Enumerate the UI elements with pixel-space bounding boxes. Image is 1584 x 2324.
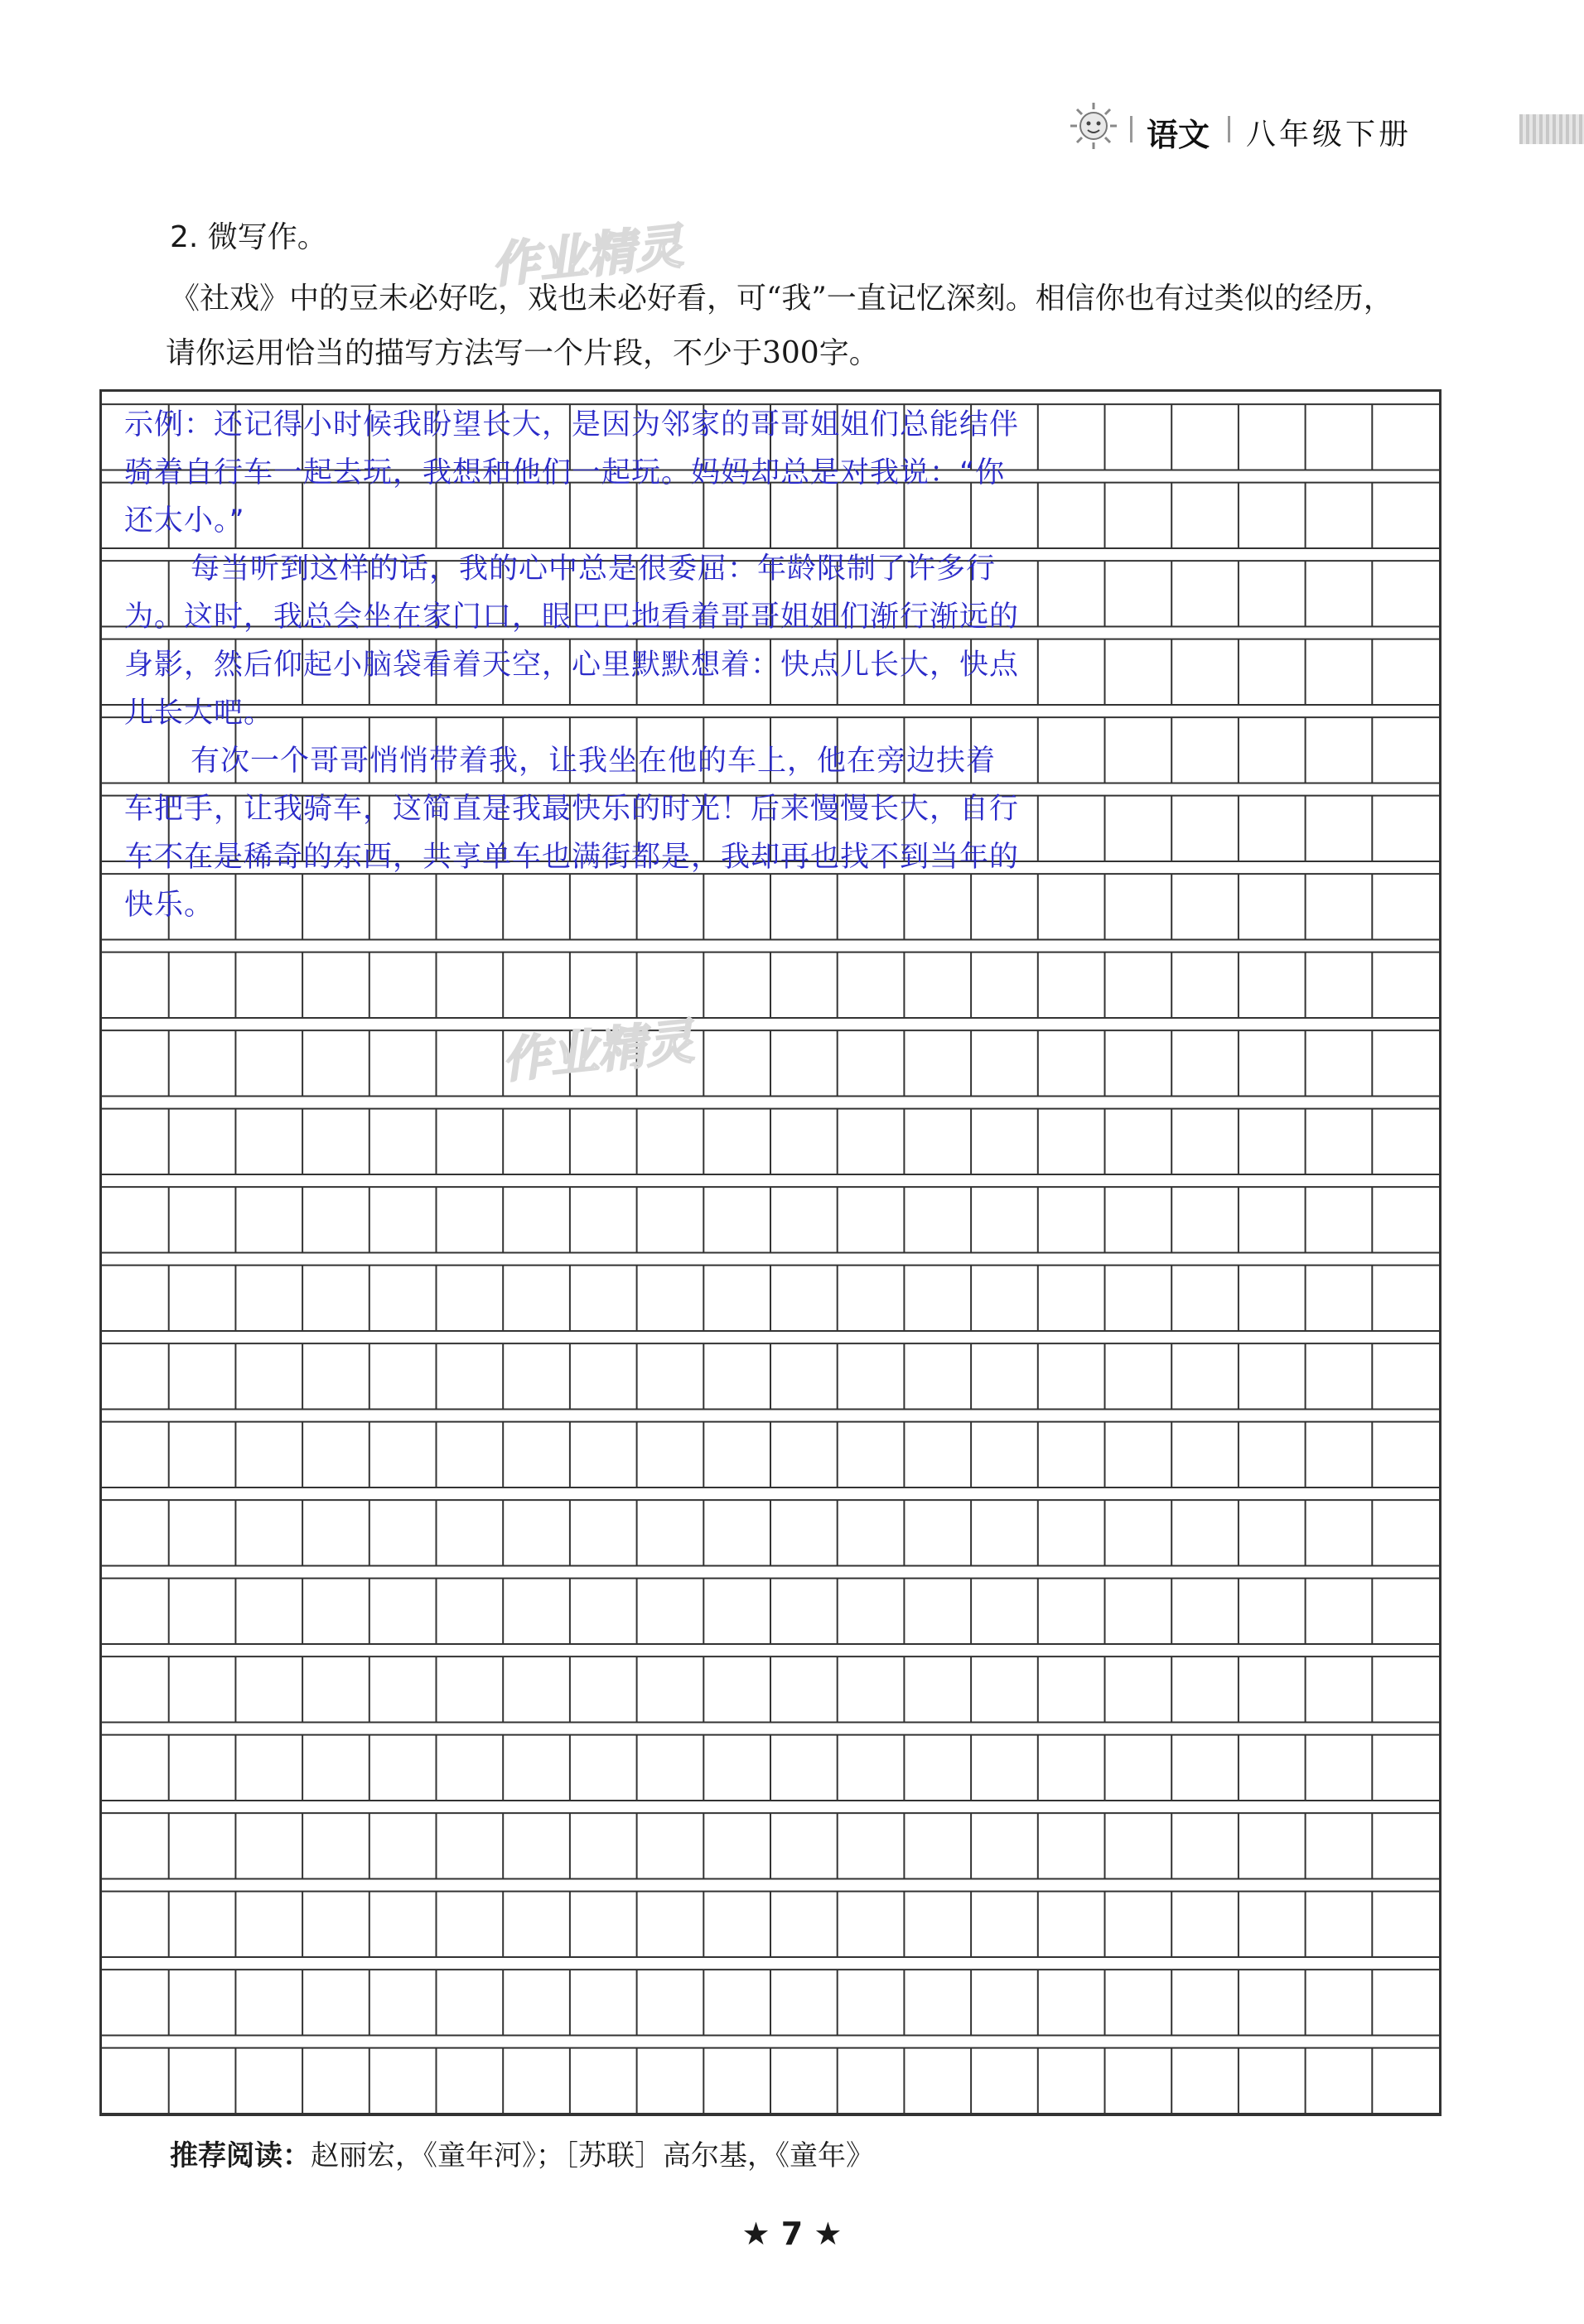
grade-label: 八年级下册 [1246, 118, 1413, 152]
reading-text: 赵丽宏，《童年河》；［苏联］高尔基，《童年》 [311, 2139, 874, 2172]
sun-mascot-icon [1069, 101, 1118, 151]
watermark: 作业精灵 [488, 218, 686, 294]
header-divider [1130, 116, 1132, 142]
recommended-reading [170, 2133, 874, 2173]
answer-paragraph-1: 示例：还记得小时候我盼望长大，是因为邻家的哥哥姐姐们总能结伴骑着自行车一起去玩，我想和他们一起玩。妈妈却总是对我说：“你还太小。” [124, 408, 1020, 538]
header-divider [1228, 116, 1230, 142]
page-header [1054, 98, 1584, 164]
header-decor-bar [1519, 114, 1584, 144]
watermark: 作业精灵 [499, 1013, 697, 1089]
subject-label: 语文 [1147, 117, 1210, 153]
sample-answer [124, 401, 1019, 929]
question-title: 2. 微写作。 [170, 220, 327, 254]
page-number: ★ 7 ★ [741, 2216, 843, 2252]
prompt-line-1: 《社戏》中的豆未必好吃，戏也未必好看，可“我”一直记忆深刻。相信你也有过类似的经历， [170, 282, 1393, 316]
prompt-line-2: 请你运用恰当的描写方法写一个片段，不少于300字。 [166, 336, 879, 370]
reading-label: 推荐阅读： [170, 2139, 311, 2172]
question-prompt [166, 272, 1462, 370]
answer-paragraph-3: 有次一个哥哥悄悄带着我，让我坐在他的车上，他在旁边扶着车把手，让我骑车，这简直是我最快乐的时光！后来慢慢长大，自行车不在是稀奇的东西，共享单车也满街都是，我却再也找不到当年的快乐。 [124, 745, 1020, 922]
answer-paragraph-2: 每当听到这样的话，我的心中总是很委屈：年龄限制了许多行为。这时，我总会坐在家门口，眼巴巴地看着哥哥姐姐们渐行渐远的身影，然后仰起小脑袋看着天空，心里默默想着：快点儿长大，快点儿长大吧。 [124, 552, 1020, 730]
